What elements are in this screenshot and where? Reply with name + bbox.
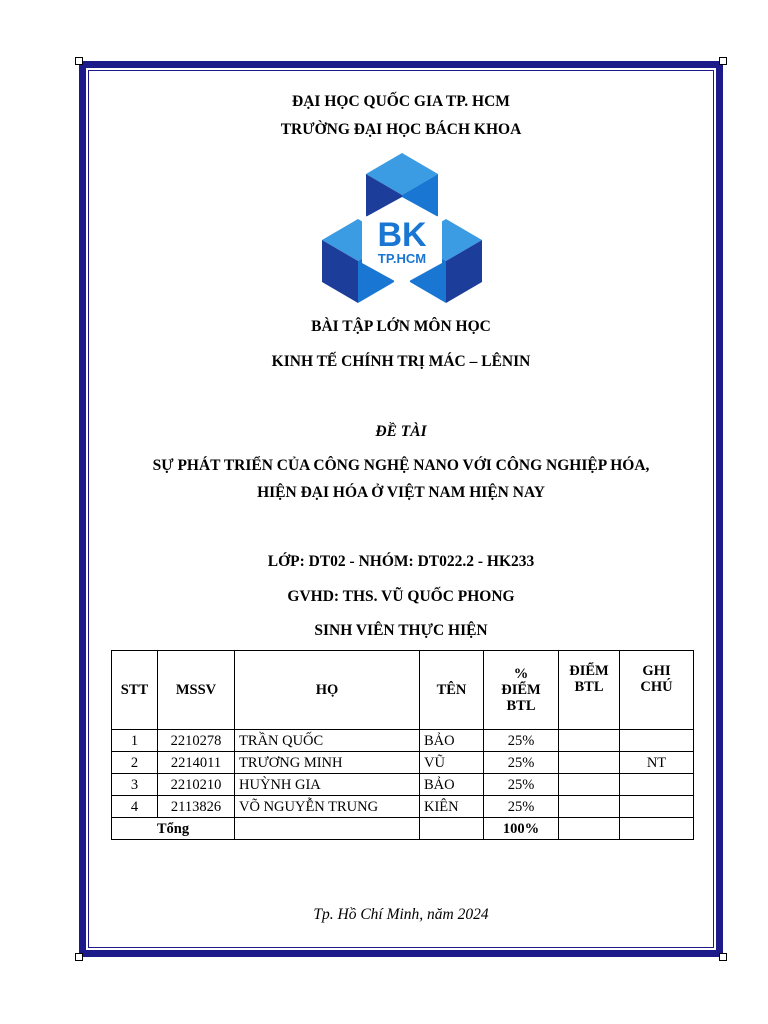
place-and-year: Tp. Hồ Chí Minh, năm 2024 xyxy=(313,906,489,923)
cell-total-label: Tổng xyxy=(112,818,235,840)
cell-score xyxy=(559,796,620,818)
border-corner-bottom-right xyxy=(719,953,727,961)
header-score-line-2: BTL xyxy=(574,679,604,695)
cell-stt: 2 xyxy=(112,752,158,774)
header-pct-line-2: ĐIỂM xyxy=(501,682,541,698)
topic-title-line-1: SỰ PHÁT TRIỂN CỦA CÔNG NGHỆ NANO VỚI CÔNG NGHIỆP HÓA, xyxy=(152,457,650,474)
cell-ten: KIÊN xyxy=(420,796,484,818)
header-score xyxy=(559,651,620,730)
cell-pct: 25% xyxy=(484,752,559,774)
topic-label: ĐỀ TÀI xyxy=(375,423,427,440)
header-pct-line-1: % xyxy=(513,666,529,682)
header-pct-score xyxy=(484,651,559,730)
table-row xyxy=(112,752,694,774)
cell-score xyxy=(559,730,620,752)
cell-note xyxy=(620,774,694,796)
cell-ho: TRẦN QUỐC xyxy=(235,730,420,752)
cell-score xyxy=(559,774,620,796)
table-row xyxy=(112,796,694,818)
university-name: ĐẠI HỌC QUỐC GIA TP. HCM xyxy=(292,93,510,110)
cell-stt: 3 xyxy=(112,774,158,796)
cell-total-pct: 100% xyxy=(484,818,559,840)
cell-score xyxy=(559,752,620,774)
border-corner-bottom-left xyxy=(75,953,83,961)
cell-total-score xyxy=(559,818,620,840)
cell-ho: HUỲNH GIA xyxy=(235,774,420,796)
table-total-row xyxy=(112,818,694,840)
school-name: TRƯỜNG ĐẠI HỌC BÁCH KHOA xyxy=(280,121,522,138)
course-line-2: KINH TẾ CHÍNH TRỊ MÁC – LÊNIN xyxy=(271,353,531,370)
header-ho: HỌ xyxy=(235,651,420,730)
header-note xyxy=(620,651,694,730)
student-roster-table xyxy=(111,650,694,840)
cell-mssv: 2210278 xyxy=(158,730,235,752)
header-mssv: MSSV xyxy=(158,651,235,730)
border-corner-top-right xyxy=(719,57,727,65)
students-heading: SINH VIÊN THỰC HIỆN xyxy=(314,622,488,639)
cell-ten: VŨ xyxy=(420,752,484,774)
advisor-info: GVHD: THS. VŨ QUỐC PHONG xyxy=(287,588,515,605)
cell-total-ten xyxy=(420,818,484,840)
cell-note xyxy=(620,730,694,752)
table-row xyxy=(112,774,694,796)
bk-tphcm-logo-icon xyxy=(322,153,482,305)
cell-ho: VÕ NGUYỄN TRUNG xyxy=(235,796,420,818)
table-header-row xyxy=(112,651,694,730)
cell-stt: 1 xyxy=(112,730,158,752)
cell-note: NT xyxy=(620,752,694,774)
cell-pct: 25% xyxy=(484,774,559,796)
cell-stt: 4 xyxy=(112,796,158,818)
logo-text-sub: TP.HCM xyxy=(377,251,427,266)
cell-ten: BẢO xyxy=(420,774,484,796)
header-note-line-2: CHÚ xyxy=(640,679,673,695)
cell-mssv: 2214011 xyxy=(158,752,235,774)
cell-mssv: 2113826 xyxy=(158,796,235,818)
cell-total-note xyxy=(620,818,694,840)
header-pct-line-3: BTL xyxy=(506,698,536,714)
cell-ten: BẢO xyxy=(420,730,484,752)
logo-text-main: BK xyxy=(377,216,427,254)
cell-ho: TRƯƠNG MINH xyxy=(235,752,420,774)
header-ten: TÊN xyxy=(420,651,484,730)
header-stt: STT xyxy=(112,651,158,730)
header-score-line-1: ĐIỂM xyxy=(569,663,609,679)
cell-total-ho xyxy=(235,818,420,840)
cell-pct: 25% xyxy=(484,796,559,818)
class-group-info: LỚP: DT02 - NHÓM: DT022.2 - HK233 xyxy=(267,553,535,570)
course-line-1: BÀI TẬP LỚN MÔN HỌC xyxy=(311,318,491,335)
border-corner-top-left xyxy=(75,57,83,65)
cell-pct: 25% xyxy=(484,730,559,752)
topic-title-line-2: HIỆN ĐẠI HÓA Ở VIỆT NAM HIỆN NAY xyxy=(257,484,545,501)
table-row xyxy=(112,730,694,752)
header-note-line-1: GHI xyxy=(642,663,671,679)
cell-mssv: 2210210 xyxy=(158,774,235,796)
cell-note xyxy=(620,796,694,818)
